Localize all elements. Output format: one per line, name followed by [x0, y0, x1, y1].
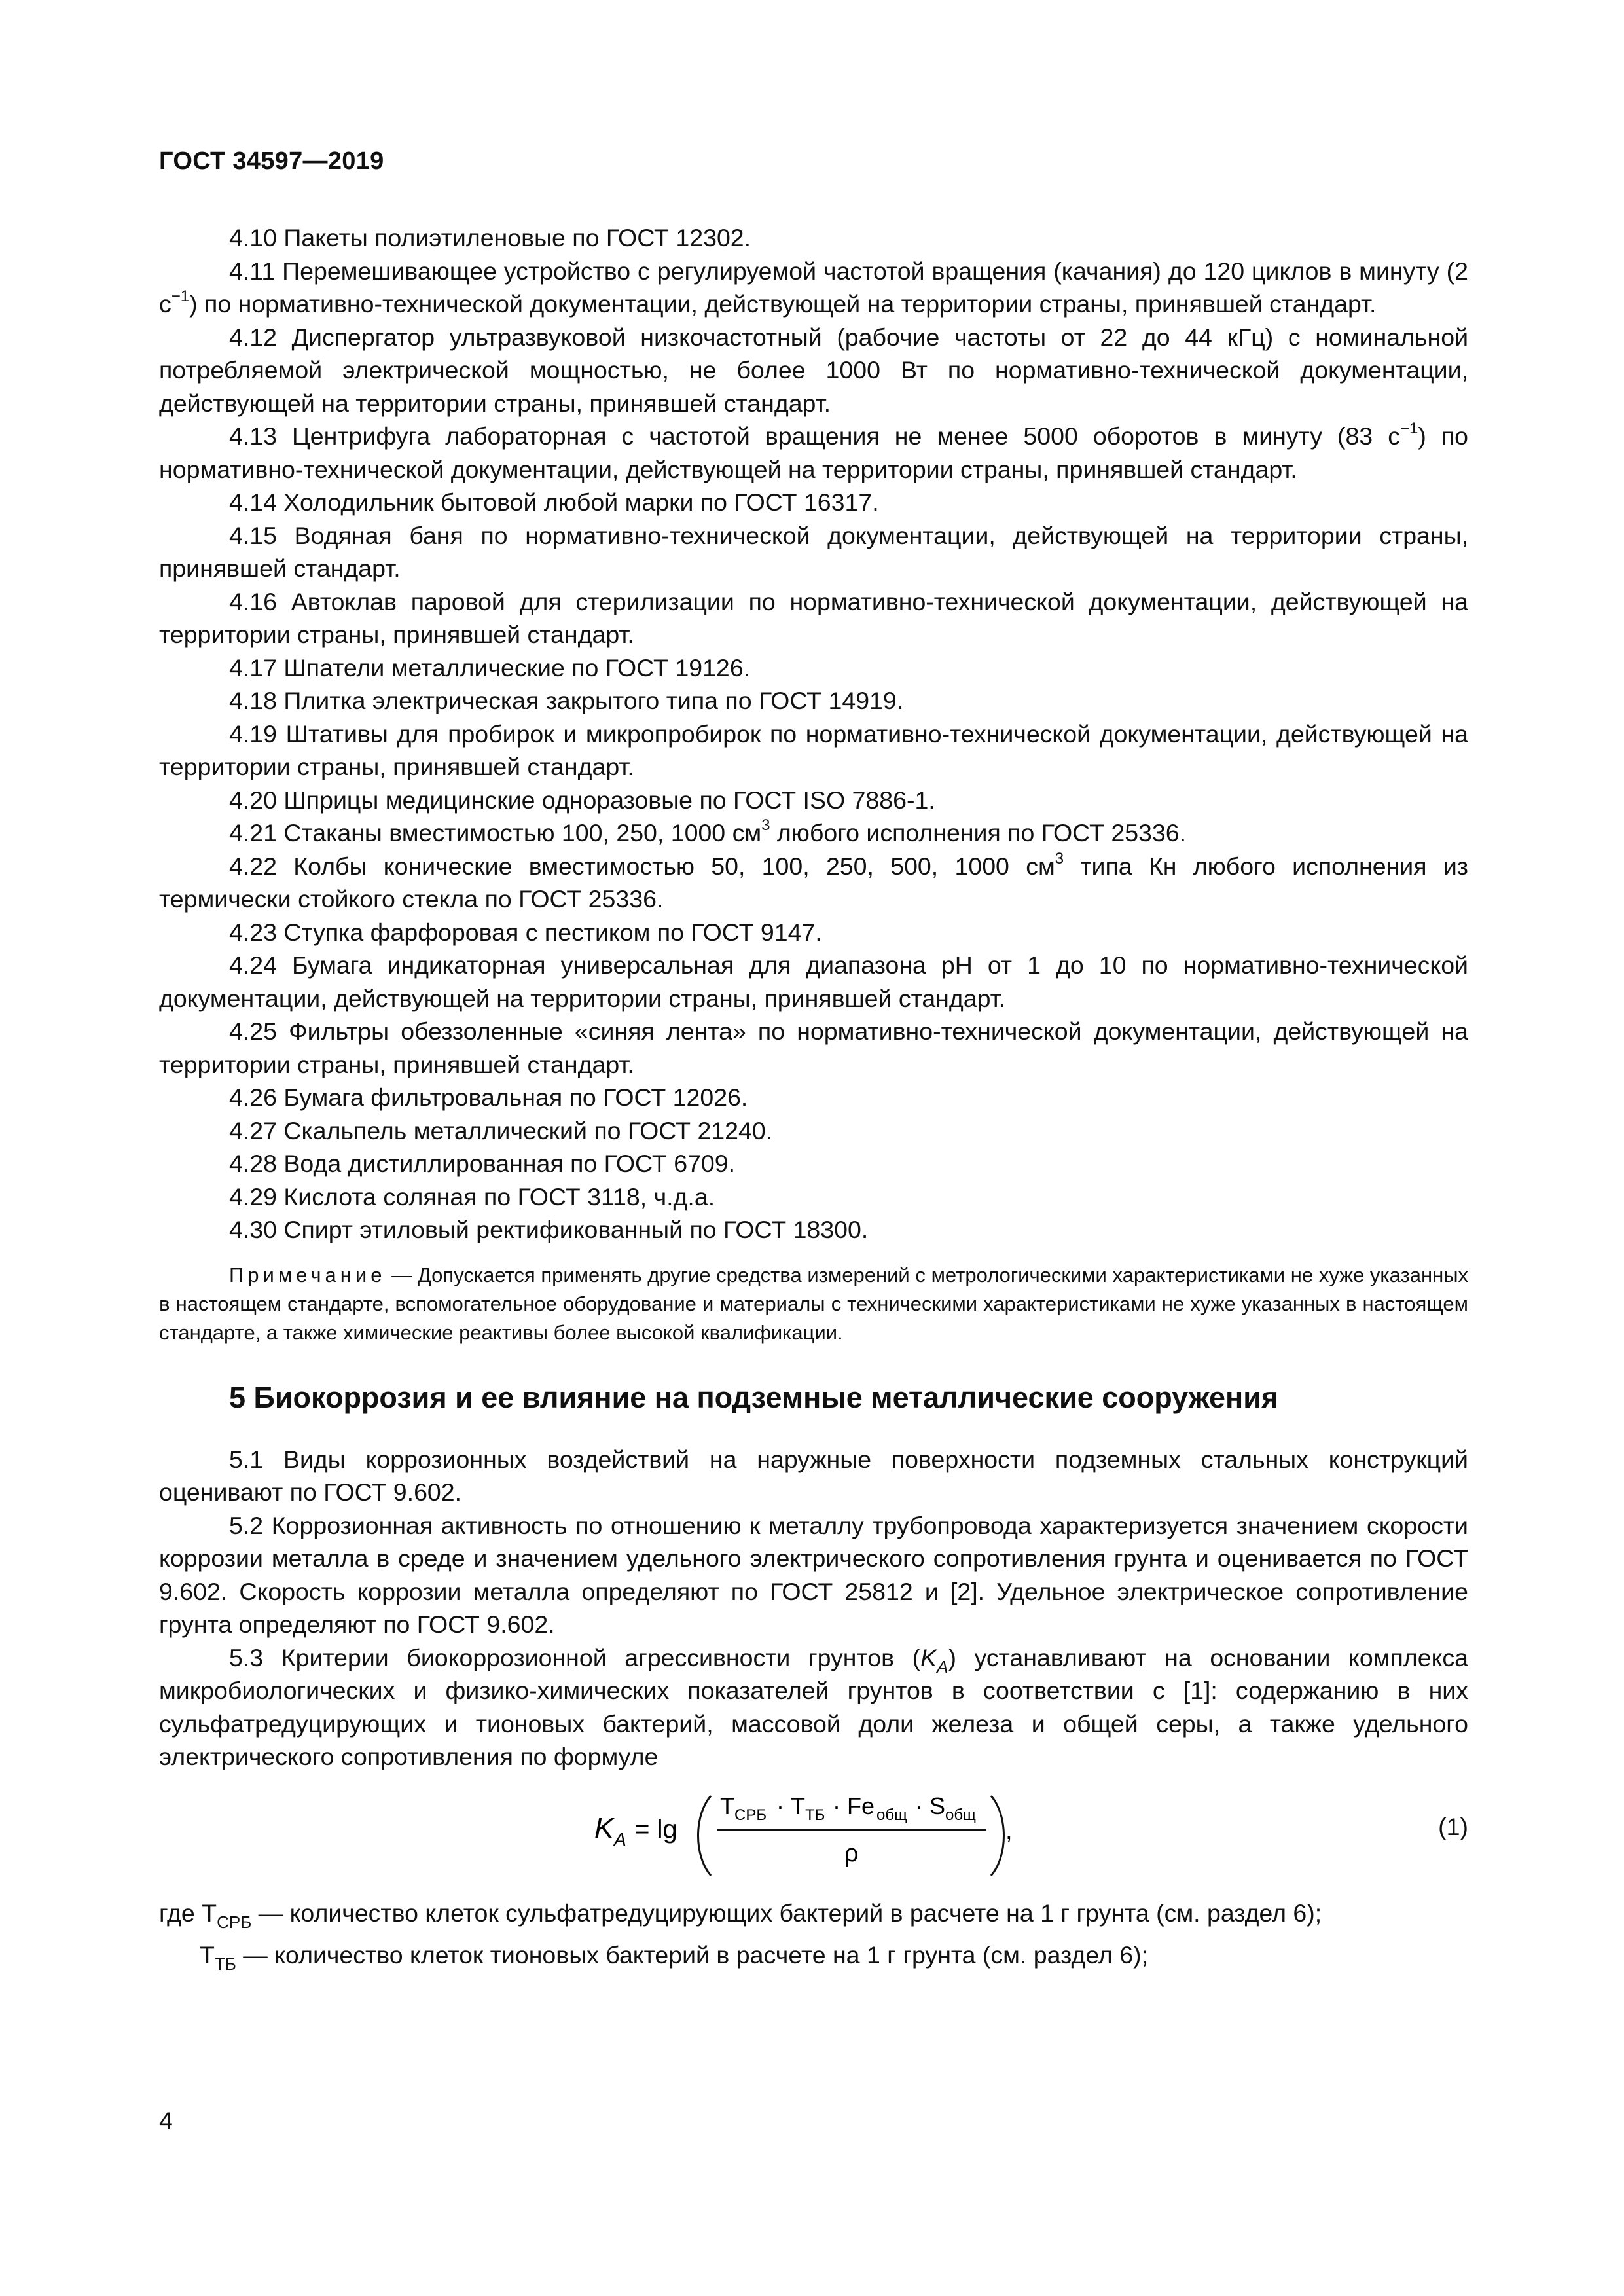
item-text: Штативы для пробирок и микропробирок по нормативно-технической документации, действующей на территории страны, принявшей стандарт. — [159, 720, 1468, 780]
item-4-13 — [159, 420, 1468, 486]
item-number: 4.18 — [229, 687, 277, 714]
formula-t-tb: T — [791, 1792, 805, 1819]
note-text: — Допускается применять другие средства измерений с метрологическими характеристиками не хуже указанных в настоящем стандарте, вспомогательное оборудование и материалы с техническими характеристиками не хуже указанных в настоящем стандарте, а также химические реактивы более высокой квалификации. — [159, 1263, 1468, 1344]
where-line-tb — [159, 1939, 1468, 1972]
item-4-16 — [159, 585, 1468, 651]
item-text: ) по нормативно-технической документации, действующей на территории страны, принявшей стандарт. — [159, 422, 1468, 483]
item-number: 4.21 — [229, 819, 277, 847]
formula-equals-lg: = lg — [627, 1814, 677, 1844]
item-text: Бумага индикаторная универсальная для диапазона pH от 1 до 10 по нормативно-технической документации, действующей на территории страны, принявшей стандарт. — [159, 951, 1468, 1012]
item-number: 4.17 — [229, 653, 277, 682]
where-t-symbol: T — [200, 1941, 215, 1969]
paragraph-5-3 — [159, 1641, 1468, 1774]
formula-lhs-subscript: A — [614, 1829, 626, 1850]
item-text: Скальпель металлический по ГОСТ 21240. — [283, 1116, 773, 1144]
item-number: 4.12 — [229, 323, 277, 351]
item-text: Вода дистиллированная по ГОСТ 6709. — [283, 1150, 736, 1177]
item-4-24 — [159, 949, 1468, 1015]
item-number: 4.19 — [229, 720, 277, 748]
item-number: 4.13 — [229, 422, 277, 450]
superscript: 3 — [1055, 849, 1064, 867]
item-4-15 — [159, 519, 1468, 585]
page-content — [159, 221, 1468, 1972]
item-text: любого исполнения по ГОСТ 25336. — [770, 819, 1187, 847]
note-label: Примечание — [229, 1263, 386, 1286]
item-text: Холодильник бытовой любой марки по ГОСТ 16317. — [283, 488, 879, 516]
item-4-21 — [159, 816, 1468, 850]
item-4-29 — [159, 1180, 1468, 1214]
item-4-23 — [159, 916, 1468, 949]
item-number: 4.30 — [229, 1216, 277, 1243]
item-number: 4.14 — [229, 488, 277, 516]
ka-subscript: A — [937, 1656, 948, 1677]
formula-dot-2: · — [833, 1792, 840, 1819]
item-text: Бумага фильтровальная по ГОСТ 12026. — [283, 1084, 748, 1111]
item-number: 4.28 — [229, 1150, 277, 1177]
item-text: типа Кн любого исполнения из термически стойкого стекла по ГОСТ 25336. — [159, 852, 1468, 913]
item-number: 4.23 — [229, 918, 277, 946]
item-4-18 — [159, 684, 1468, 718]
formula-t-srb: T — [720, 1792, 734, 1819]
formula-row — [159, 1783, 1468, 1881]
paragraph-text: ) устанавливают на основании комплекса микробиологических и физико-химических показателей грунтов в соответствии с [1]: содержанию в них сульфатредуцирующих и тионовых бактерий, массовой доли железа и общей серы, а также удельного электрического сопротивления по формуле — [159, 1643, 1469, 1770]
formula-dot-1: · — [776, 1792, 784, 1819]
where-tb-text: — количество клеток тионовых бактерий в расчете на 1 г грунта (см. раздел 6); — [236, 1941, 1148, 1969]
item-text: ) по нормативно-технической документации, действующей на территории страны, принявшей стандарт. — [189, 290, 1377, 318]
item-number: 4.11 — [229, 257, 276, 285]
formula-t-srb-subscript: СРБ — [734, 1806, 767, 1824]
item-text: Колбы конические вместимостью 50, 100, 250, 500, 1000 см — [293, 852, 1055, 880]
item-4-17 — [159, 651, 1468, 685]
item-number: 4.15 — [229, 521, 277, 549]
item-4-10 — [159, 221, 1468, 255]
paragraph-5-2 — [159, 1509, 1468, 1641]
item-number: 4.20 — [229, 786, 277, 814]
item-4-26 — [159, 1081, 1468, 1114]
item-4-20 — [159, 784, 1468, 817]
document-code-header: ГОСТ 34597—2019 — [159, 147, 384, 175]
item-text: Шприцы медицинские одноразовые по ГОСТ ISO 7886-1. — [283, 786, 935, 814]
paragraph-text: Критерии биокоррозионной агрессивности грунтов ( — [281, 1643, 921, 1671]
paragraph-number: 5.1 — [229, 1445, 264, 1473]
item-4-27 — [159, 1114, 1468, 1148]
where-t-symbol: T — [202, 1899, 217, 1927]
where-srb-text: — количество клеток сульфатредуцирующих бактерий в расчете на 1 г грунта (см. раздел 6); — [251, 1899, 1322, 1927]
item-number: 4.22 — [229, 852, 277, 880]
formula-dot-3: · — [915, 1792, 923, 1819]
item-number: 4.10 — [229, 224, 277, 251]
item-number: 4.25 — [229, 1017, 277, 1045]
item-text: Водяная баня по нормативно-технической документации, действующей на территории страны, принявшей стандарт. — [159, 521, 1468, 582]
formula-fe: Fe — [847, 1792, 875, 1819]
paragraph-text: Коррозионная активность по отношению к металлу трубопровода характеризуется значением скорости коррозии металла в среде и значением удельного электрического сопротивления грунта и оценивается по ГОСТ 9.602. Скорость коррозии металла определяют по ГОСТ 25812 и [2]. Удельное электрическое сопротивление грунта определяют по ГОСТ 9.602. — [159, 1511, 1468, 1638]
page-number: 4 — [159, 2107, 173, 2134]
item-4-22 — [159, 850, 1468, 916]
paragraph-5-1 — [159, 1443, 1468, 1509]
superscript: 3 — [761, 816, 770, 834]
item-text: Кислота соляная по ГОСТ 3118, ч.д.а. — [283, 1182, 715, 1211]
formula-lhs: K — [594, 1812, 614, 1844]
item-number: 4.29 — [229, 1182, 277, 1211]
item-text: Центрифуга лабораторная с частотой вращения не менее 5000 оборотов в минуту (83 с — [292, 422, 1400, 450]
item-text: Спирт этиловый ректификованный по ГОСТ 18300. — [283, 1216, 869, 1243]
item-number: 4.26 — [229, 1084, 277, 1111]
item-4-19 — [159, 718, 1468, 784]
paragraph-number: 5.3 — [229, 1643, 264, 1671]
item-text: Ступка фарфоровая с пестиком по ГОСТ 9147. — [283, 918, 822, 946]
item-4-11 — [159, 255, 1468, 321]
formula-t-tb-subscript: ТБ — [805, 1806, 825, 1824]
item-text: Плитка электрическая закрытого типа по ГОСТ 14919. — [283, 687, 904, 714]
item-4-12 — [159, 321, 1468, 420]
formula-left-paren — [698, 1796, 712, 1876]
formula-comma: , — [1005, 1817, 1013, 1845]
formula-s-subscript: общ — [945, 1806, 976, 1824]
formula-fe-subscript: общ — [876, 1806, 907, 1824]
item-4-30 — [159, 1213, 1468, 1247]
paragraph-number: 5.2 — [229, 1511, 264, 1539]
superscript: −1 — [1399, 420, 1418, 437]
item-number: 4.27 — [229, 1116, 277, 1144]
item-text: Шпатели металлические по ГОСТ 19126. — [283, 653, 751, 682]
formula-s: S — [929, 1792, 946, 1819]
item-4-28 — [159, 1147, 1468, 1180]
item-number: 4.24 — [229, 951, 277, 979]
item-4-25 — [159, 1015, 1468, 1081]
superscript: −1 — [171, 287, 190, 305]
where-line-srb — [159, 1897, 1468, 1930]
formula-right-paren — [991, 1796, 1004, 1876]
item-text: Автоклав паровой для стерилизации по нормативно-технической документации, действующей на территории страны, принявшей стандарт. — [159, 587, 1469, 648]
where-srb-subscript: СРБ — [217, 1912, 252, 1932]
formula-number: (1) — [1438, 1812, 1468, 1840]
item-number: 4.16 — [229, 587, 277, 615]
paragraph-text: Виды коррозионных воздействий на наружные поверхности подземных стальных конструкций оценивают по ГОСТ 9.602. — [159, 1445, 1468, 1506]
where-tb-subscript: ТБ — [214, 1954, 236, 1974]
item-4-14 — [159, 486, 1468, 519]
formula-rho: ρ — [844, 1839, 859, 1867]
item-text: Фильтры обеззоленные «синяя лента» по нормативно-технической документации, действующей на территории страны, принявшей стандарт. — [159, 1017, 1468, 1078]
item-text: Диспергатор ультразвуковой низкочастотный (рабочие частоты от 22 до 44 кГц) с номинальной потребляемой электрической мощностью, не более 1000 Вт по нормативно-технической документации, действующей на территории страны, принявшей стандарт. — [159, 323, 1469, 417]
item-text: Перемешивающее устройство с регулируемой частотой вращения (качания) до 120 циклов в минуту (2 с — [159, 257, 1469, 318]
ka-symbol: K — [920, 1643, 937, 1671]
formula-1 — [594, 1783, 1170, 1881]
section-5-title: 5 Биокоррозия и ее влияние на подземные металлические сооружения — [229, 1380, 1279, 1414]
item-text: Пакеты полиэтиленовые по ГОСТ 12302. — [283, 224, 751, 251]
item-text: Стаканы вместимостью 100, 250, 1000 см — [283, 819, 762, 847]
where-prefix: где — [159, 1899, 202, 1927]
note — [159, 1261, 1468, 1347]
